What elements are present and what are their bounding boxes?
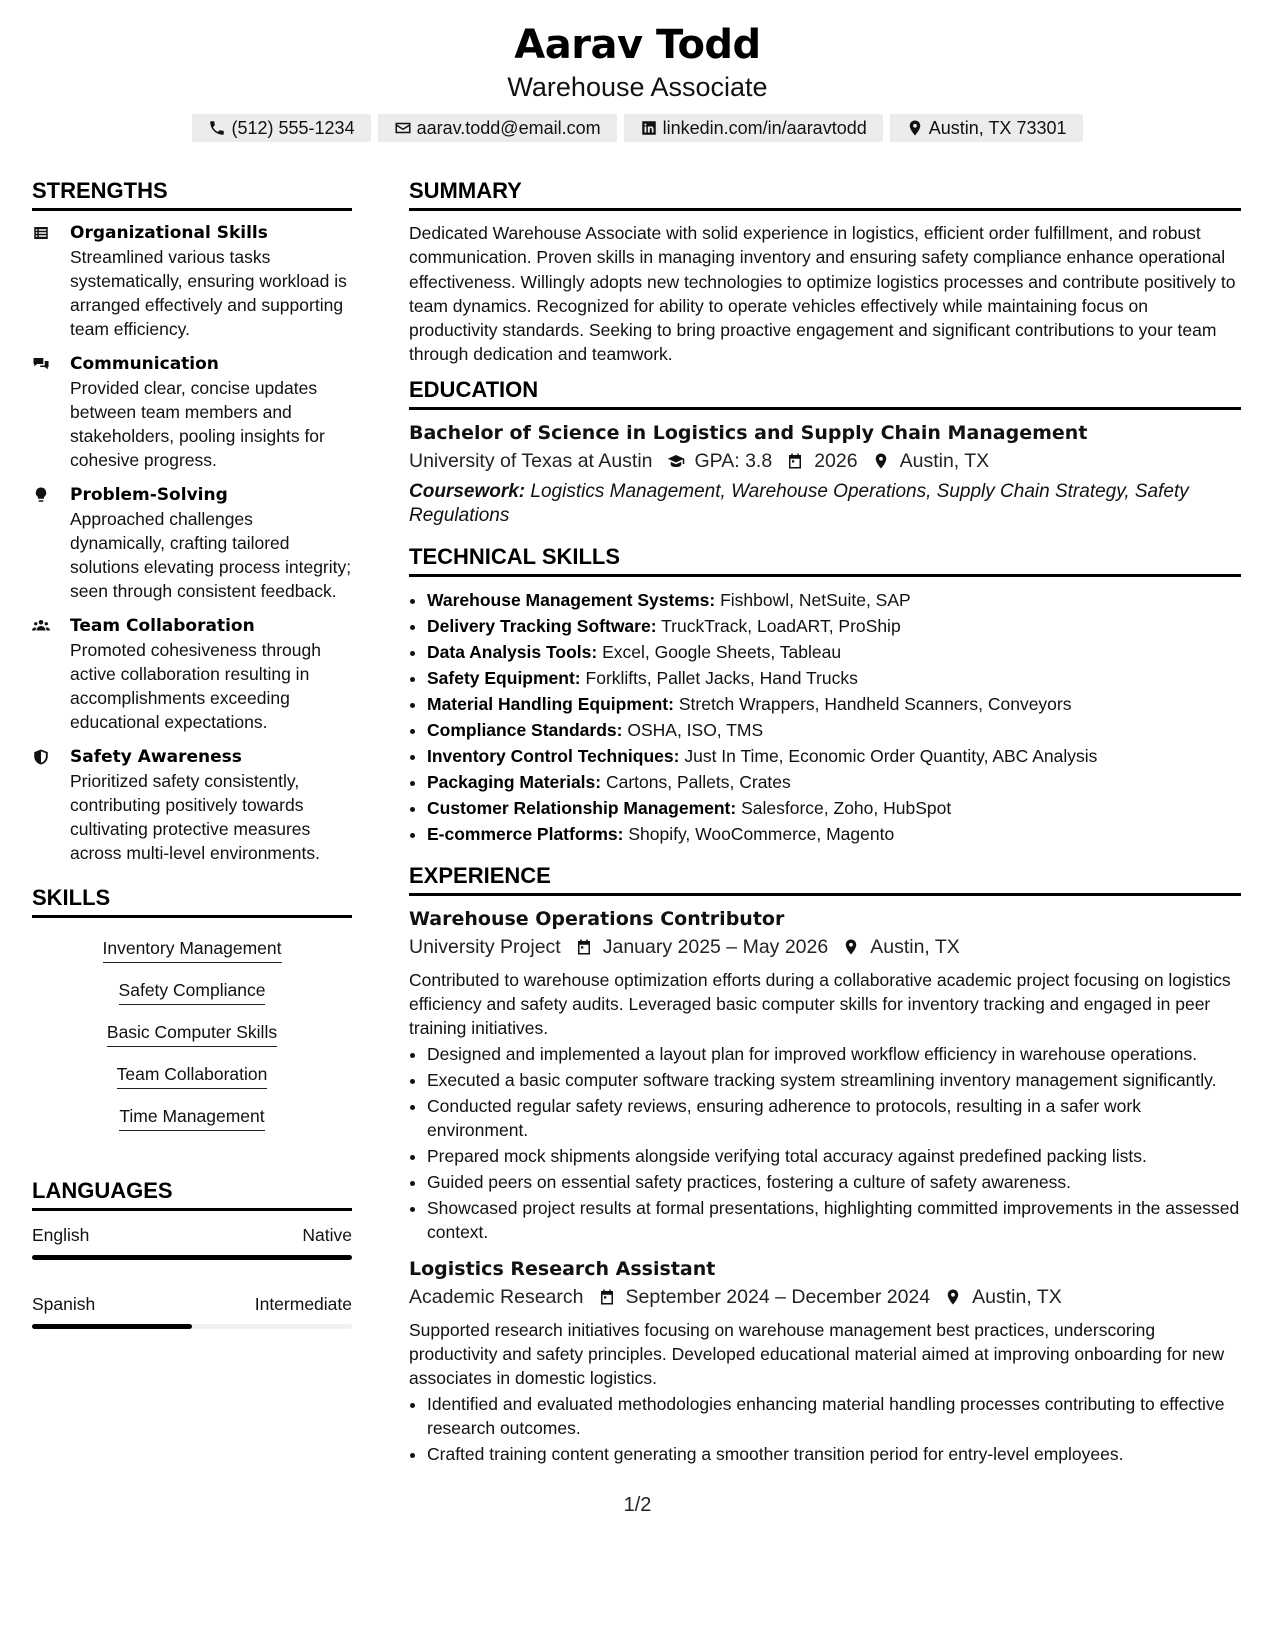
tech-skill-label: Material Handling Equipment: — [427, 693, 674, 714]
job-entry — [409, 906, 1241, 1244]
tech-skill-label: E-commerce Platforms: — [427, 823, 624, 844]
contact-location-text: Austin, TX 73301 — [928, 117, 1067, 138]
contact-email[interactable] — [378, 114, 617, 142]
calendar-icon — [598, 1288, 616, 1306]
comments-icon — [32, 355, 50, 373]
job-org: Academic Research — [409, 1285, 584, 1308]
job-title: Logistics Research Assistant — [409, 1257, 716, 1280]
contact-location — [890, 114, 1083, 142]
language-proficiency-bar — [32, 1324, 352, 1329]
summary-heading: SUMMARY — [409, 178, 1241, 211]
calendar-icon — [575, 938, 593, 956]
technical-skills-list — [409, 587, 1241, 847]
job-dates: September 2024 – December 2024 — [625, 1285, 931, 1308]
language-level: Native — [302, 1225, 352, 1245]
strength-desc: Provided clear, concise updates between team members and stakeholders, pooling insights for cohesive progress. — [70, 378, 325, 470]
language-row — [32, 1292, 352, 1316]
location-pin-icon — [906, 119, 924, 137]
contact-phone-text: (512) 555-1234 — [231, 117, 355, 138]
coursework-label: Coursework: — [409, 480, 526, 502]
strength-desc: Promoted cohesiveness through active collaboration resulting in accomplishments exceeding educational expectations. — [70, 640, 321, 732]
graduation-cap-icon — [667, 452, 685, 470]
lightbulb-icon — [32, 486, 50, 504]
phone-icon — [208, 119, 226, 137]
summary-text: Dedicated Warehouse Associate with solid experience in logistics, efficient order fulfillment, and robust communication. Proven skills in managing inventory and ensuring safety compliance enhance operational effectiveness. Willingly adopts new technologies to optimize logistics processes and contribute positively to team dynamics. Recognized for ability to operate vehicles effectively while maintaining focus on productivity standards. Seeking to bring proactive engagement and significant contributions to your team through dedication and teamwork. — [409, 223, 1236, 365]
skill-tag: Time Management — [119, 1104, 264, 1131]
list-item: • Showcased project results at formal presentations, highlighting committed improvements in the assessed context. — [427, 1196, 1241, 1244]
tech-skill-value: Fishbowl, NetSuite, SAP — [720, 589, 911, 610]
skill-tag: Team Collaboration — [117, 1062, 268, 1089]
job-entry — [409, 1256, 1241, 1466]
tech-skill-value: Salesforce, Zoho, HubSpot — [741, 797, 952, 818]
education-degree: Bachelor of Science in Logistics and Supply Chain Management — [409, 421, 1088, 444]
left-column — [32, 178, 352, 1329]
education-school: University of Texas at Austin — [409, 449, 653, 472]
list-item — [427, 743, 1241, 769]
tech-skill-label: Inventory Control Techniques: — [427, 745, 680, 766]
envelope-icon — [394, 119, 412, 137]
education-heading: EDUCATION — [409, 377, 1241, 410]
tech-skill-label: Delivery Tracking Software: — [427, 615, 657, 636]
calendar-icon — [786, 452, 804, 470]
strengths-heading: STRENGTHS — [32, 178, 352, 211]
list-item: • Executed a basic computer software tracking system streamlining inventory management significantly. — [427, 1068, 1241, 1092]
page-number: 1/2 — [623, 1494, 652, 1516]
strength-title: Problem-Solving — [70, 485, 228, 505]
strength-title: Communication — [70, 354, 219, 374]
tech-skill-value: Shopify, WooCommerce, Magento — [628, 823, 895, 844]
tech-skill-label: Safety Equipment: — [427, 667, 581, 688]
tech-skill-value: Excel, Google Sheets, Tableau — [602, 641, 842, 662]
language-name: English — [32, 1225, 90, 1245]
job-location: Austin, TX — [972, 1285, 1062, 1308]
job-bullets — [409, 1392, 1241, 1466]
coursework-list: Logistics Management, Warehouse Operations, Supply Chain Strategy, Safety Regulations — [409, 480, 1189, 526]
list-item — [427, 587, 1241, 613]
tech-skill-value: OSHA, ISO, TMS — [627, 719, 764, 740]
education-coursework — [409, 480, 1241, 528]
skills-list — [32, 928, 352, 1142]
strength-item — [32, 483, 352, 603]
job-location: Austin, TX — [870, 935, 960, 958]
job-description: Contributed to warehouse optimization efforts during a collaborative academic project focusing on logistics efficiency and safety audits. Leveraged basic computer skills for inventory tracking and engaged in peer training initiatives. — [409, 969, 1231, 1038]
language-proficiency-fill — [32, 1255, 352, 1260]
language-row — [32, 1223, 352, 1247]
strength-desc: Prioritized safety consistently, contributing positively towards cultivating protective measures across multi-level environments. — [70, 771, 320, 863]
job-meta — [409, 1282, 1241, 1312]
strength-desc: Approached challenges dynamically, crafting tailored solutions elevating process integrity; seen through consistent feedback. — [70, 509, 352, 601]
list-icon — [32, 224, 50, 242]
shield-icon — [32, 748, 50, 766]
location-pin-icon — [872, 452, 890, 470]
job-title: Warehouse Operations Contributor — [409, 907, 785, 930]
location-pin-icon — [842, 938, 860, 956]
list-item: • Prepared mock shipments alongside verifying total accuracy against predefined packing lists. — [427, 1144, 1241, 1168]
strength-item — [32, 221, 352, 341]
list-item: • Guided peers on essential safety practices, fostering a culture of safety awareness. — [427, 1170, 1241, 1194]
strength-desc: Streamlined various tasks systematically, ensuring workload is arranged effectively and supporting team efficiency. — [70, 247, 347, 339]
list-item — [427, 665, 1241, 691]
experience-heading: EXPERIENCE — [409, 863, 1241, 896]
languages-list — [32, 1223, 352, 1329]
tech-skill-value: Forklifts, Pallet Jacks, Hand Trucks — [585, 667, 858, 688]
tech-skill-label: Compliance Standards: — [427, 719, 623, 740]
list-item: • Designed and implemented a layout plan for improved workflow efficiency in warehouse operations. — [427, 1042, 1241, 1066]
users-icon — [32, 617, 50, 635]
education-meta — [409, 446, 1241, 476]
strength-title: Organizational Skills — [70, 223, 268, 243]
contact-linkedin-text: linkedin.com/in/aaravtodd — [662, 117, 867, 138]
list-item — [427, 717, 1241, 743]
strength-item — [32, 745, 352, 865]
contact-email-text: aarav.todd@email.com — [416, 117, 601, 138]
job-dates: January 2025 – May 2026 — [602, 935, 829, 958]
strength-item — [32, 614, 352, 734]
strength-title: Safety Awareness — [70, 747, 242, 767]
education-gpa: GPA: 3.8 — [694, 449, 773, 472]
strength-title: Team Collaboration — [70, 616, 255, 636]
list-item — [427, 613, 1241, 639]
contact-linkedin[interactable] — [624, 114, 883, 142]
tech-skill-value: Stretch Wrappers, Handheld Scanners, Conveyors — [678, 693, 1072, 714]
skill-tag: Basic Computer Skills — [107, 1020, 277, 1047]
list-item — [427, 795, 1241, 821]
technical-skills-heading: TECHNICAL SKILLS — [409, 544, 1241, 577]
contact-phone — [192, 114, 370, 142]
tech-skill-value: Just In Time, Economic Order Quantity, ABC Analysis — [684, 745, 1098, 766]
tech-skill-label: Warehouse Management Systems: — [427, 589, 716, 610]
education-year: 2026 — [814, 449, 858, 472]
right-column — [409, 178, 1241, 1468]
list-item: • Conducted regular safety reviews, ensuring adherence to protocols, resulting in a safer work environment. — [427, 1094, 1241, 1142]
job-org: University Project — [409, 935, 561, 958]
list-item — [427, 639, 1241, 665]
list-item — [427, 821, 1241, 847]
tech-skill-label: Packaging Materials: — [427, 771, 602, 792]
contact-bar — [0, 114, 1275, 142]
skill-tag: Safety Compliance — [119, 978, 266, 1005]
skill-tag: Inventory Management — [103, 936, 282, 963]
tech-skill-value: Cartons, Pallets, Crates — [605, 771, 791, 792]
language-level: Intermediate — [254, 1294, 352, 1314]
tech-skill-label: Customer Relationship Management: — [427, 797, 737, 818]
linkedin-icon — [640, 119, 658, 137]
job-description: Supported research initiatives focusing on warehouse management best practices, underscoring productivity and safety principles. Developed educational material aimed at improving onboarding for new associates in domestic logistics. — [409, 1319, 1225, 1388]
job-meta — [409, 932, 1241, 962]
tech-skill-value: TruckTrack, LoadART, ProShip — [661, 615, 901, 636]
language-proficiency-fill — [32, 1324, 192, 1329]
education-location: Austin, TX — [899, 449, 990, 472]
list-item: • Crafted training content generating a smoother transition period for entry-level employees. — [427, 1442, 1241, 1466]
language-proficiency-bar — [32, 1255, 352, 1260]
candidate-name: Aarav Todd — [514, 22, 761, 68]
candidate-headline: Warehouse Associate — [507, 72, 768, 102]
languages-heading: LANGUAGES — [32, 1178, 352, 1211]
tech-skill-label: Data Analysis Tools: — [427, 641, 598, 662]
list-item — [427, 691, 1241, 717]
job-bullets — [409, 1042, 1241, 1244]
list-item: • Identified and evaluated methodologies enhancing material handling processes contributing to effective research outcomes. — [427, 1392, 1241, 1440]
strength-item — [32, 352, 352, 472]
location-pin-icon — [944, 1288, 962, 1306]
skills-heading: SKILLS — [32, 885, 352, 918]
language-name: Spanish — [32, 1294, 96, 1314]
list-item — [427, 769, 1241, 795]
